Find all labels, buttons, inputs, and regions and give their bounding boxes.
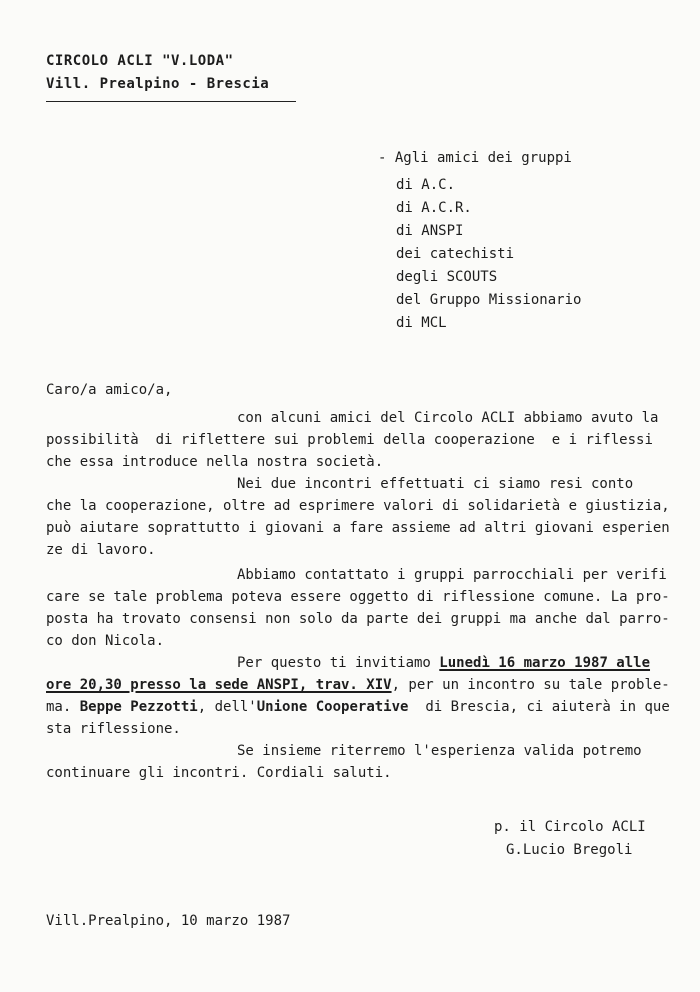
- text-line: co don Nicola.: [46, 633, 165, 649]
- text-line: con alcuni amici del Circolo ACLI abbiamo avuto la: [237, 410, 659, 426]
- text-line: può aiutare soprattutto i giovani a fare assieme ad altri giovani esperien: [46, 520, 670, 536]
- text-span: , per un incontro su tale proble-: [391, 677, 670, 693]
- recipient-item: di A.C.: [396, 177, 456, 193]
- text-line: che essa introduce nella nostra società.: [46, 454, 384, 470]
- text-line: possibilità di riflettere sui problemi della cooperazione e i riflessi: [46, 432, 653, 448]
- place-date: Vill.Prealpino, 10 marzo 1987: [46, 913, 291, 929]
- recipients-intro: - Agli amici dei gruppi: [378, 150, 572, 166]
- text-line: ze di lavoro.: [46, 542, 156, 558]
- text-line: Abbiamo contattato i gruppi parrocchiali per verifi: [237, 567, 667, 583]
- recipient-item: degli SCOUTS: [396, 269, 498, 285]
- salutation: Caro/a amico/a,: [46, 382, 173, 398]
- event-time-place: ore 20,30 presso la sede ANSPI, trav. XIV: [46, 677, 392, 693]
- recipient-item: di MCL: [396, 315, 447, 331]
- signer-name: G.Lucio Bregoli: [506, 842, 633, 858]
- text-span: , dell': [197, 699, 257, 715]
- header-divider: [46, 101, 296, 102]
- text-line: Se insieme riterremo l'esperienza valida potremo: [237, 743, 642, 759]
- org-name: CIRCOLO ACLI "V.LODA": [46, 53, 234, 69]
- text-line: care se tale problema poteva essere oggetto di riflessione comune. La pro-: [46, 589, 670, 605]
- speaker-org: Unione Cooperative: [256, 699, 409, 715]
- text-line: sta riflessione.: [46, 721, 181, 737]
- recipient-item: di ANSPI: [396, 223, 464, 239]
- text-span: ma.: [46, 699, 80, 715]
- text-line: Nei due incontri effettuati ci siamo resi conto: [237, 476, 634, 492]
- text-line: continuare gli incontri. Cordiali saluti.: [46, 765, 392, 781]
- text-span: di Brescia, ci aiuterà in que: [408, 699, 670, 715]
- recipient-item: dei catechisti: [396, 246, 515, 262]
- recipient-item: di A.C.R.: [396, 200, 472, 216]
- signature-line: p. il Circolo ACLI: [494, 819, 646, 835]
- text-line: che la cooperazione, oltre ad esprimere valori di solidarietà e giustizia,: [46, 498, 670, 514]
- recipient-item: del Gruppo Missionario: [396, 292, 582, 308]
- event-date: Lunedì 16 marzo 1987 alle: [439, 655, 651, 671]
- org-address: Vill. Prealpino - Brescia: [46, 76, 270, 92]
- text-line: posta ha trovato consensi non solo da parte dei gruppi ma anche dal parro-: [46, 611, 670, 627]
- text-line: [237, 655, 650, 671]
- text-line: [46, 699, 670, 715]
- text-span: Per questo ti invitiamo: [237, 655, 440, 671]
- speaker-name: Beppe Pezzotti: [79, 699, 198, 715]
- text-line: [46, 677, 670, 693]
